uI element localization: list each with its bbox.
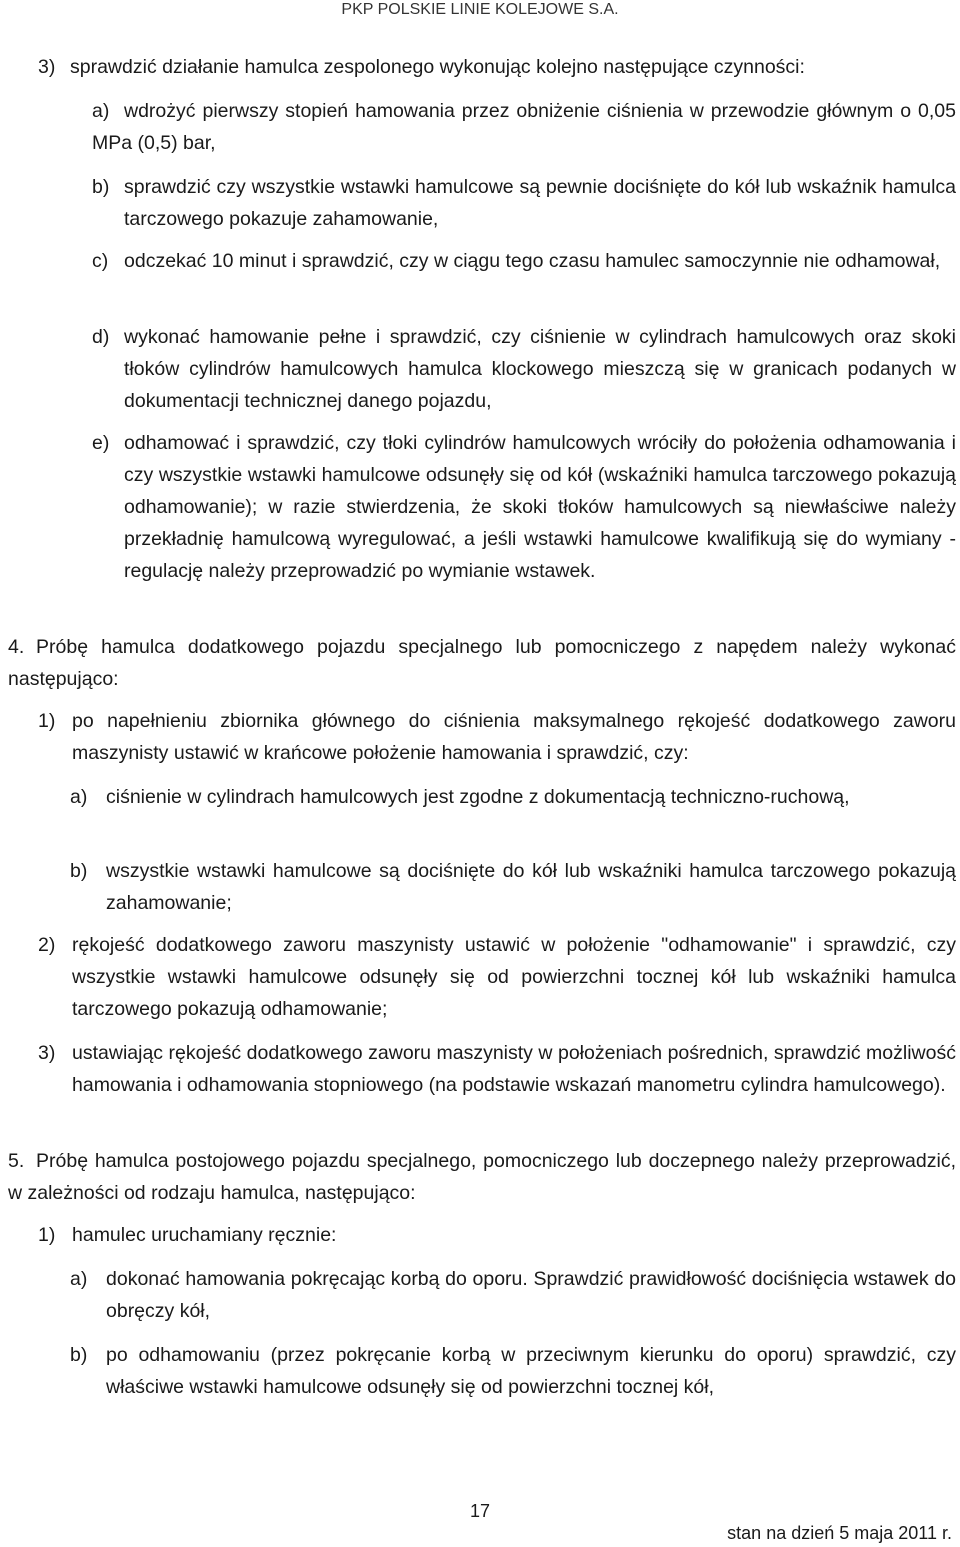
list-item: [92, 95, 956, 159]
page-number: 17: [469, 1501, 491, 1521]
list-item: [70, 781, 956, 813]
list-item-text: wykonać hamowanie pełne i sprawdzić, czy ciśnienie w cylindrach hamulcowych oraz skoki tłoków cylindrów hamulcowych hamulca klockowego mieszczą się w granicach podanych w dokumentacji technicznej danego pojazdu,: [124, 326, 956, 412]
list-item-text: odhamować i sprawdzić, czy tłoki cylindrów hamulcowych wróciły do położenia odhamowania i czy wszystkie wstawki hamulcowe odsunęły się od kół (wskaźniki hamulca tarczowego pokazują odhamowanie); w razie stwierdzenia, że skoki tłoków hamulcowych są niewłaściwe należy przekładnię hamulcową wyregulować, a jeśli wstawki hamulcowe kwalifikują się do wymiany - regulację należy przeprowadzić po wymianie wstawek.: [124, 432, 956, 582]
list-marker: c): [92, 250, 109, 272]
list-item: [92, 245, 956, 277]
list-item: [92, 427, 956, 587]
list-marker: d): [92, 326, 110, 348]
list-item-text: Próbę hamulca postojowego pojazdu specjalnego, pomocniczego lub doczepnego należy przeprowadzić, w zależności od rodzaju hamulca, następująco:: [8, 1150, 956, 1204]
list-item: [38, 929, 956, 1025]
list-marker: b): [92, 176, 110, 198]
list-marker: 1): [38, 1224, 56, 1246]
list-marker: 2): [38, 934, 56, 956]
list-item-text: dokonać hamowania pokręcając korbą do oporu. Sprawdzić prawidłowość dociśnięcia wstawek do obręczy kół,: [106, 1268, 956, 1322]
list-marker: b): [70, 1344, 88, 1366]
list-item-text: odczekać 10 minut i sprawdzić, czy w ciągu tego czasu hamulec samoczynnie nie odhamował,: [124, 250, 941, 272]
list-marker: b): [70, 860, 88, 882]
list-item: [70, 855, 956, 919]
list-item: [38, 705, 956, 769]
list-item: [92, 321, 956, 417]
list-marker: 1): [38, 710, 56, 732]
list-item-text: wdrożyć pierwszy stopień hamowania przez obniżenie ciśnienia w przewodzie głównym o 0,05 MPa (0,5) bar,: [92, 100, 956, 154]
list-item-text: wszystkie wstawki hamulcowe są dociśnięte do kół lub wskaźniki hamulca tarczowego pokazują zahamowanie;: [106, 860, 956, 914]
list-item: [38, 1219, 956, 1251]
list-item-text: po napełnieniu zbiornika głównego do ciśnienia maksymalnego rękojeść dodatkowego zaworu maszynisty ustawić w krańcowe położenie hamowania i sprawdzić, czy:: [72, 710, 956, 764]
list-item-text: Próbę hamulca dodatkowego pojazdu specjalnego lub pomocniczego z napędem należy wykonać następująco:: [8, 636, 956, 690]
list-item-text: hamulec uruchamiany ręcznie:: [72, 1224, 337, 1246]
list-item-text: sprawdzić działanie hamulca zespolonego wykonując kolejno następujące czynności:: [70, 56, 805, 78]
list-item: [70, 1339, 956, 1403]
list-marker: 4.: [8, 636, 25, 658]
list-item: [70, 1263, 956, 1327]
document-header: PKP POLSKIE LINIE KOLEJOWE S.A.: [341, 1, 619, 18]
list-marker: a): [92, 100, 110, 122]
list-item-text: rękojeść dodatkowego zaworu maszynisty ustawić w położenie "odhamowanie" i sprawdzić, czy wszystkie wstawki hamulcowe odsunęły się od powierzchni tocznej kół lub wskaźniki hamulca tarczowego pokazują odhamowanie;: [72, 934, 956, 1020]
list-marker: 3): [38, 56, 56, 78]
list-item: [8, 1145, 956, 1209]
list-marker: a): [70, 786, 88, 808]
list-item-text: ciśnienie w cylindrach hamulcowych jest zgodne z dokumentacją techniczno-ruchową,: [106, 786, 850, 808]
list-item-text: ustawiając rękojeść dodatkowego zaworu maszynisty w położeniach pośrednich, sprawdzić możliwość hamowania i odhamowania stopniowego (na podstawie wskazań manometru cylindra hamulcowego).: [72, 1042, 956, 1096]
list-item: [8, 631, 956, 695]
list-item: [92, 171, 956, 235]
list-marker: 5.: [8, 1150, 25, 1172]
list-item: [38, 1037, 956, 1101]
document-date: stan na dzień 5 maja 2011 r.: [727, 1523, 952, 1543]
list-marker: a): [70, 1268, 88, 1290]
list-item-text: sprawdzić czy wszystkie wstawki hamulcowe są pewnie dociśnięte do kół lub wskaźnik hamulca tarczowego pokazuje zahamowanie,: [124, 176, 956, 230]
list-item-text: po odhamowaniu (przez pokręcanie korbą w przeciwnym kierunku do oporu) sprawdzić, czy właściwe wstawki hamulcowe odsunęły się od powierzchni tocznej kół,: [106, 1344, 956, 1398]
list-marker: 3): [38, 1042, 56, 1064]
list-item: [38, 51, 952, 83]
list-marker: e): [92, 432, 110, 454]
